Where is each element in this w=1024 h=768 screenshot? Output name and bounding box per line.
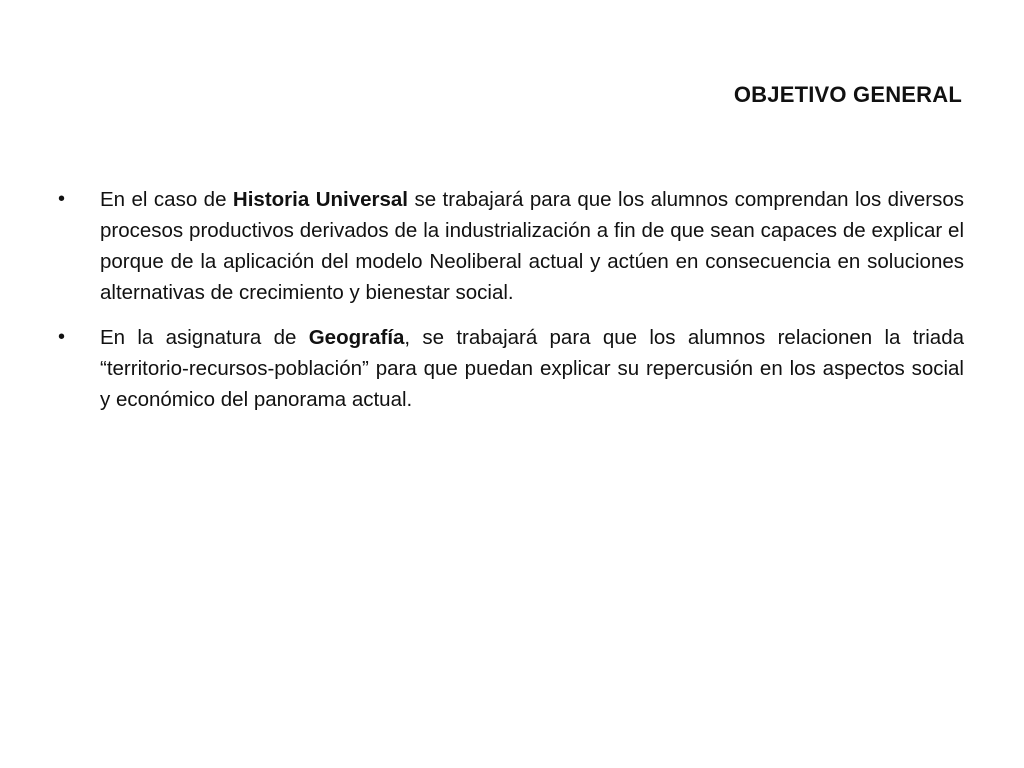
- bullet-text-after: se trabajará para que los alumnos comprendan los diversos procesos productivos derivados de la industrialización a fin de que sean capaces de explicar el porque de la aplicación del modelo Neoliberal actual y actúen en consecuencia en soluciones alternativas de crecimiento y bienestar social.: [100, 188, 964, 304]
- bullet-item-geografia: [58, 322, 964, 415]
- bullet-text: [100, 322, 964, 415]
- bullet-list: [58, 184, 964, 429]
- bullet-marker: •: [58, 188, 66, 210]
- bullet-text: [100, 184, 964, 308]
- bullet-text-before: En la asignatura de: [100, 326, 309, 349]
- bullet-item-historia: [58, 184, 964, 308]
- bullet-text-after: , se trabajará para que los alumnos relacionen la triada “territorio-recursos-población” para que puedan explicar su repercusión en los aspectos social y económico del panorama actual.: [100, 326, 964, 411]
- bullet-text-before: En el caso de: [100, 188, 233, 211]
- bullet-marker: •: [58, 326, 66, 348]
- slide-title: OBJETIVO GENERAL: [733, 82, 962, 107]
- bullet-text-bold: Geografía: [308, 326, 405, 349]
- bullet-text-bold: Historia Universal: [232, 188, 408, 211]
